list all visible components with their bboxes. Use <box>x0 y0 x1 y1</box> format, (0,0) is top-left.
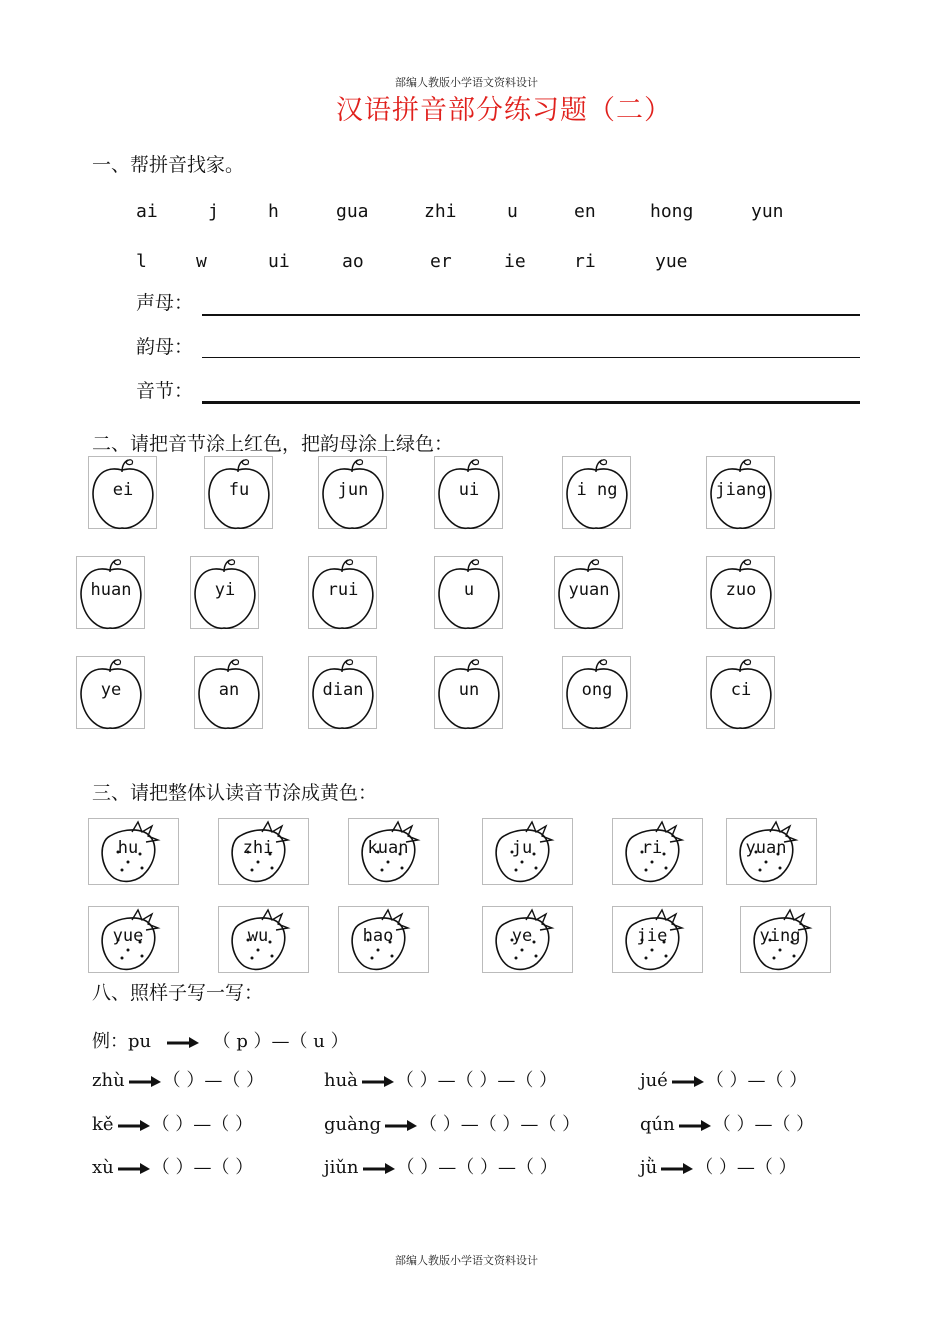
page-title: 汉语拼音部分练习题（二） <box>336 95 672 126</box>
apple-label: u <box>463 580 475 600</box>
exercise-word: jǜ <box>640 1157 658 1178</box>
apple-label: fu <box>228 480 250 500</box>
strawberry-label: ri <box>641 838 663 858</box>
pinyin-item: h <box>268 201 279 222</box>
answer-line-initials[interactable] <box>202 314 860 316</box>
exercise-word: jiǔn <box>324 1157 359 1178</box>
strawberry-label: wu <box>247 926 269 946</box>
section8-heading: 八、照样子写一写： <box>92 982 264 1004</box>
arrow-icon <box>167 1036 199 1048</box>
apple-item[interactable] <box>76 656 166 736</box>
pinyin-item: hong <box>650 201 694 222</box>
apple-label: rui <box>327 580 359 600</box>
exercise-item[interactable] <box>640 1066 807 1092</box>
strawberry-label: zhi <box>242 838 274 858</box>
pinyin-item: gua <box>336 201 369 222</box>
apple-item[interactable] <box>706 456 796 536</box>
apple-label: ye <box>100 680 122 700</box>
arrow-icon <box>679 1119 711 1131</box>
example-row <box>92 1027 349 1053</box>
pinyin-item: en <box>574 201 596 222</box>
apple-item[interactable] <box>318 456 408 536</box>
apple-item[interactable] <box>706 556 796 636</box>
exercise-item[interactable] <box>324 1153 558 1179</box>
exercise-item[interactable] <box>92 1066 264 1092</box>
pinyin-item: ui <box>268 251 290 272</box>
strawberry-item[interactable] <box>612 818 702 888</box>
strawberry-item[interactable] <box>218 818 308 888</box>
strawberry-item[interactable] <box>482 906 572 976</box>
strawberry-item[interactable] <box>482 818 572 888</box>
label-finals: 韵母： <box>136 336 194 358</box>
answer-line-syllables[interactable] <box>202 401 860 404</box>
apple-item[interactable] <box>190 556 280 636</box>
label-initials: 声母： <box>136 292 194 314</box>
apple-label: un <box>458 680 480 700</box>
apple-label: yi <box>214 580 236 600</box>
apple-item[interactable] <box>308 656 398 736</box>
strawberry-item[interactable] <box>726 818 816 888</box>
apple-label: yuan <box>568 580 610 600</box>
arrow-icon <box>118 1162 150 1174</box>
pinyin-item: yun <box>751 201 784 222</box>
pinyin-item: ai <box>136 201 158 222</box>
strawberry-label: kuan <box>367 838 409 858</box>
exercise-item[interactable] <box>640 1153 797 1179</box>
exercise-item[interactable] <box>324 1066 557 1092</box>
answer-line-finals[interactable] <box>202 357 860 358</box>
pinyin-item: er <box>430 251 452 272</box>
exercise-word: huà <box>324 1070 358 1091</box>
section3-heading: 三、请把整体认读音节涂成黄色： <box>92 782 378 804</box>
section1-heading: 一、帮拼音找家。 <box>92 154 245 176</box>
exercise-blanks[interactable]: （ ）—（ ） <box>151 1114 254 1135</box>
apple-item[interactable] <box>204 456 294 536</box>
strawberry-label: ying <box>759 926 801 946</box>
exercise-word: xù <box>92 1157 114 1178</box>
exercise-item[interactable] <box>640 1110 814 1136</box>
pinyin-item: zhi <box>424 201 457 222</box>
apple-label: ei <box>112 480 134 500</box>
apple-item[interactable] <box>434 656 524 736</box>
example-answer: （ p ）—（ u ） <box>212 1031 349 1052</box>
pinyin-item: yue <box>655 251 688 272</box>
exercise-item[interactable] <box>324 1110 580 1136</box>
exercise-word: qún <box>640 1114 675 1135</box>
exercise-word: guàng <box>324 1114 381 1135</box>
apple-label: ong <box>581 680 613 700</box>
arrow-icon <box>672 1075 704 1087</box>
exercise-blanks[interactable]: （ ）—（ ） <box>695 1157 797 1178</box>
apple-item[interactable] <box>434 456 524 536</box>
pinyin-item: u <box>507 201 518 222</box>
arrow-icon <box>129 1075 161 1087</box>
apple-label: jun <box>337 480 369 500</box>
apple-item[interactable] <box>194 656 284 736</box>
pinyin-item: w <box>196 251 207 272</box>
page-header: 部编人教版小学语文资料设计 <box>395 76 538 89</box>
strawberry-label: yue <box>112 926 144 946</box>
arrow-icon <box>661 1162 693 1174</box>
strawberry-label: yuan <box>745 838 787 858</box>
apple-item[interactable] <box>88 456 178 536</box>
apple-item[interactable] <box>554 556 644 636</box>
exercise-blanks[interactable]: （ ）—（ ）—（ ） <box>418 1114 581 1135</box>
strawberry-label: hu <box>117 838 139 858</box>
apple-item[interactable] <box>562 656 652 736</box>
exercise-word: jué <box>640 1070 668 1091</box>
section2-heading: 二、请把音节涂上红色，把韵母涂上绿色： <box>92 433 454 455</box>
strawberry-item[interactable] <box>88 818 178 888</box>
pinyin-item: j <box>208 201 219 222</box>
apple-label: an <box>218 680 240 700</box>
pinyin-item: ao <box>342 251 364 272</box>
pinyin-item: ri <box>574 251 596 272</box>
arrow-icon <box>362 1075 394 1087</box>
exercise-blanks[interactable]: （ ）—（ ） <box>712 1114 815 1135</box>
apple-item[interactable] <box>434 556 524 636</box>
apple-label: ui <box>458 480 480 500</box>
apple-item[interactable] <box>562 456 652 536</box>
label-syllables: 音节： <box>136 380 194 402</box>
arrow-icon <box>118 1119 150 1131</box>
exercise-item[interactable] <box>92 1110 253 1136</box>
strawberry-label: hao <box>362 926 394 946</box>
strawberry-label: jie <box>636 926 668 946</box>
apple-label: dian <box>322 680 364 700</box>
apple-item[interactable] <box>76 556 166 636</box>
pinyin-item: ie <box>504 251 526 272</box>
apple-label: i ng <box>576 480 618 500</box>
example-label: 例：pu <box>92 1031 152 1052</box>
arrow-icon <box>363 1162 395 1174</box>
strawberry-label: ye <box>511 926 533 946</box>
exercise-blanks[interactable]: （ ）—（ ）—（ ） <box>395 1070 558 1091</box>
apple-label: ci <box>730 680 752 700</box>
strawberry-item[interactable] <box>218 906 308 976</box>
exercise-word: kě <box>92 1114 114 1135</box>
exercise-blanks[interactable]: （ ）—（ ） <box>162 1070 265 1091</box>
apple-label: huan <box>90 580 132 600</box>
apple-label: zuo <box>725 580 757 600</box>
exercise-item[interactable] <box>92 1153 253 1179</box>
strawberry-item[interactable] <box>612 906 702 976</box>
exercise-blanks[interactable]: （ ）—（ ） <box>151 1157 254 1178</box>
strawberry-item[interactable] <box>348 818 438 888</box>
apple-item[interactable] <box>706 656 796 736</box>
exercise-blanks[interactable]: （ ）—（ ） <box>705 1070 808 1091</box>
strawberry-item[interactable] <box>338 906 428 976</box>
apple-item[interactable] <box>308 556 398 636</box>
strawberry-item[interactable] <box>88 906 178 976</box>
exercise-blanks[interactable]: （ ）—（ ）—（ ） <box>396 1157 558 1178</box>
page-footer: 部编人教版小学语文资料设计 <box>395 1254 538 1267</box>
pinyin-item: l <box>136 251 147 272</box>
exercise-word: zhù <box>92 1070 125 1091</box>
strawberry-item[interactable] <box>740 906 830 976</box>
arrow-icon <box>385 1119 417 1131</box>
apple-label: jiang <box>715 480 767 500</box>
strawberry-label: ju <box>511 838 533 858</box>
